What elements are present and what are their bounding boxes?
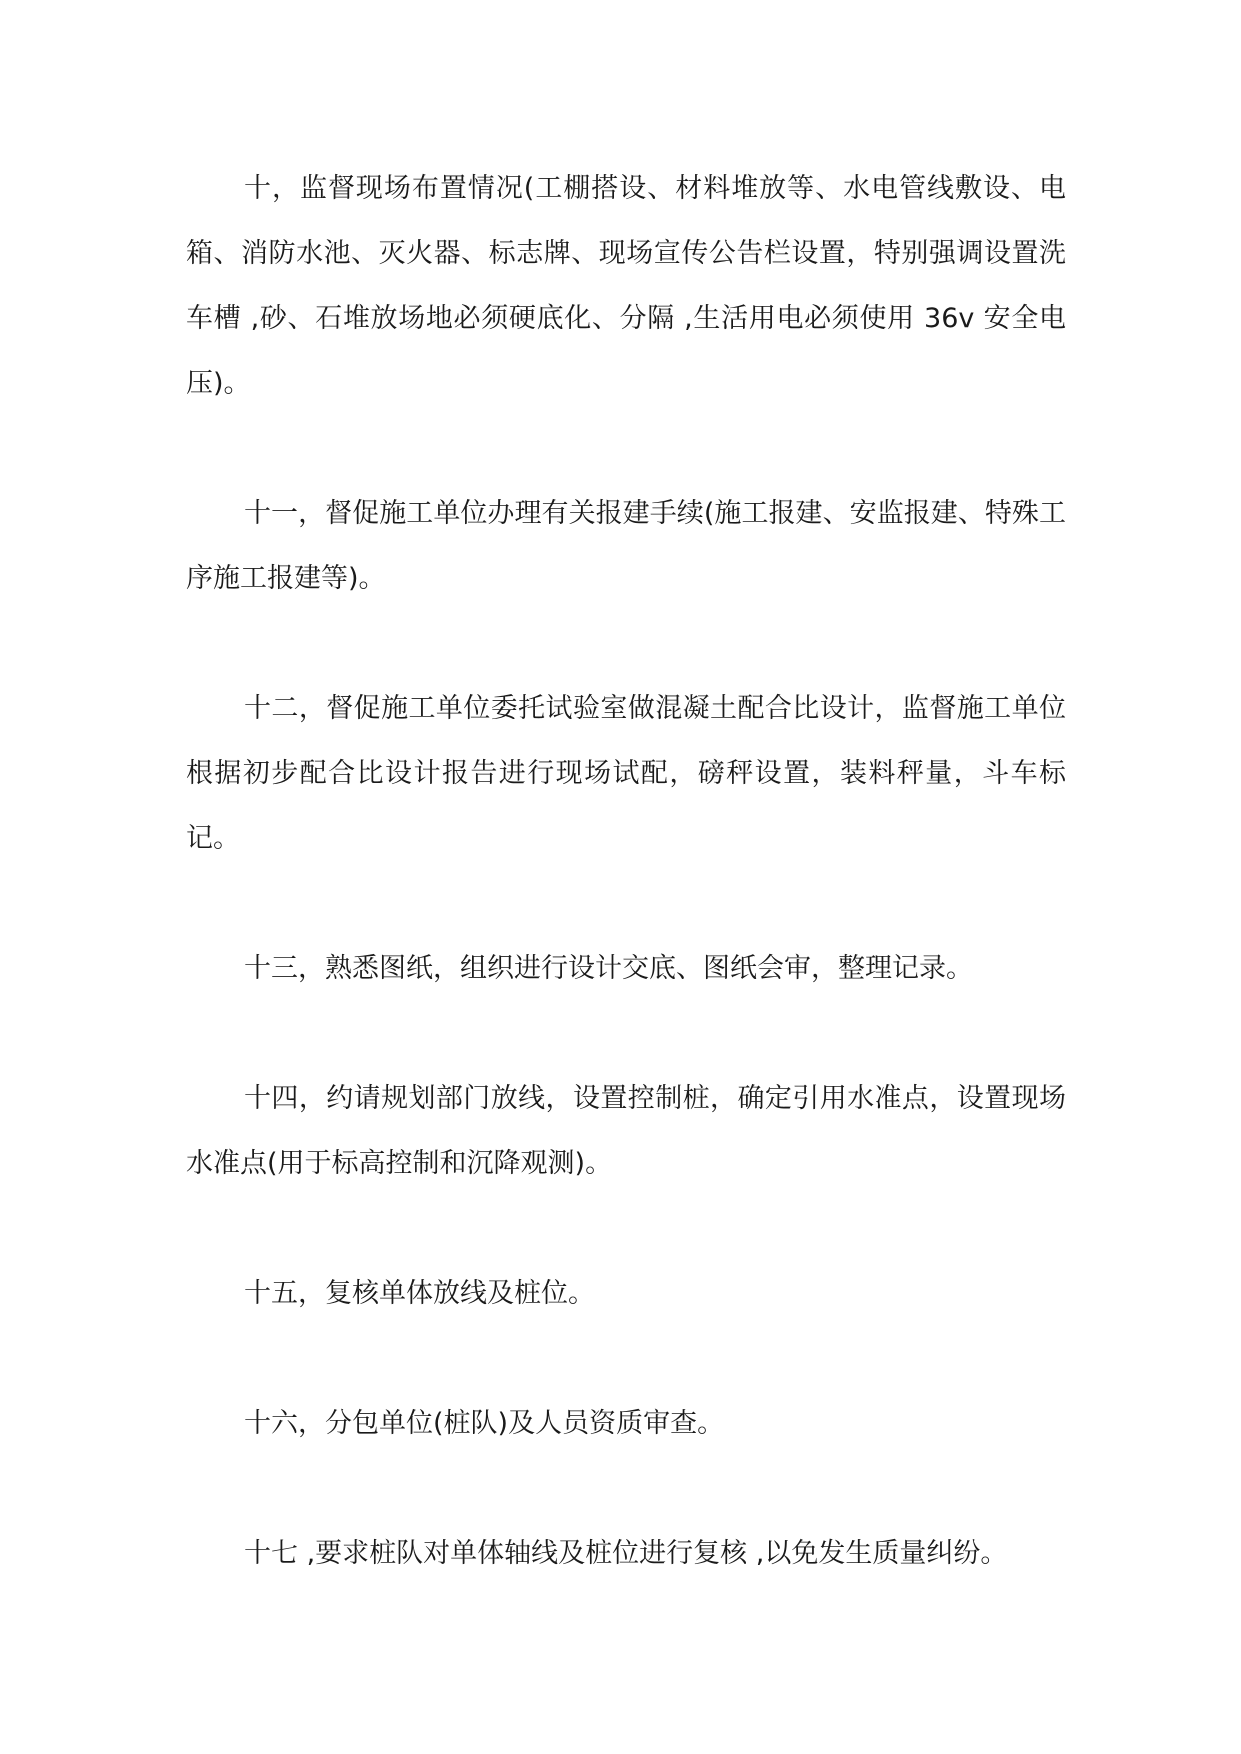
paragraph-15: 十五，复核单体放线及桩位。 xyxy=(244,1278,595,1309)
paragraph-14: 十四，约请规划部门放线，设置控制桩，确定引用水准点，设置现场水准点(用于标高控制和沉降观测)。 xyxy=(186,1083,1066,1179)
paragraph-17: 十七 ,要求桩队对单体轴线及桩位进行复核 ,以免发生质量纠纷。 xyxy=(244,1538,1008,1569)
document-body xyxy=(186,156,1066,1651)
paragraph-11: 十一，督促施工单位办理有关报建手续(施工报建、安监报建、特殊工序施工报建等)。 xyxy=(186,498,1066,594)
paragraph-10: 十，监督现场布置情况(工棚搭设、材料堆放等、水电管线敷设、电箱、消防水池、灭火器、标志牌、现场宣传公告栏设置，特别强调设置洗车槽 ,砂、石堆放场地必须硬底化、分隔 ,生活用电必须使用 36v 安全电压)。 xyxy=(186,173,1066,399)
paragraph-16: 十六，分包单位(桩队)及人员资质审查。 xyxy=(244,1408,725,1439)
paragraph-13: 十三，熟悉图纸，组织进行设计交底、图纸会审，整理记录。 xyxy=(244,953,973,984)
paragraph-12: 十二，督促施工单位委托试验室做混凝土配合比设计，监督施工单位根据初步配合比设计报告进行现场试配，磅秤设置，装料秤量，斗车标记。 xyxy=(186,693,1066,854)
